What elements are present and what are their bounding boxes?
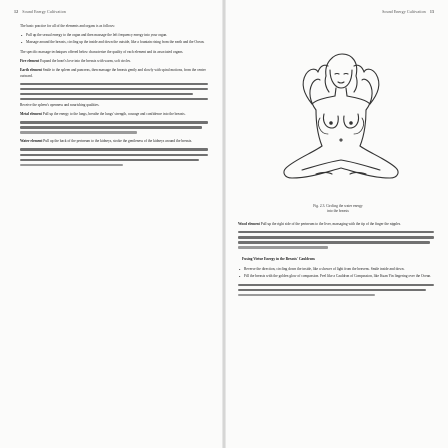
- wood-element-text: Pull up the right side of the perineum to the liver, massaging with the tip of the finger the nipples.: [260, 222, 402, 226]
- text-line: [20, 131, 137, 133]
- massage-note: The specific massage techniques offered below characterize the quality of each element and its associated organs.: [20, 50, 184, 55]
- text-line: [20, 83, 208, 85]
- figure-caption: [258, 204, 418, 214]
- fire-element-text: Expand the heart's love into the breasts with warm, soft circles.: [40, 59, 131, 64]
- water-element-title: Water element: [20, 139, 43, 144]
- right-page-number: 13: [429, 9, 434, 14]
- caption-line-2: into the breasts: [327, 208, 349, 213]
- water-element-text: Pull up the back of the perineum to the kidneys, stroke the gentleness of the kidneys around the breasts.: [43, 139, 193, 144]
- text-line: [20, 164, 123, 166]
- left-running-head: Sound Energy Cultivation: [22, 9, 66, 14]
- fusing-steps: [238, 267, 434, 279]
- text-line: [20, 121, 208, 123]
- practice-step-1: • Pull up the sexual energy to the organ and then massage the left frequency energy into your organ.: [20, 33, 208, 38]
- text-line: [20, 98, 208, 100]
- text-line: [238, 289, 426, 291]
- book-gutter: [222, 0, 226, 448]
- face-outline: [330, 70, 352, 88]
- hair-outline: [325, 76, 329, 92]
- text-line: [20, 126, 202, 128]
- text-line: [238, 284, 434, 286]
- earth-element-text: Smile to the spleen and pancreas, then massage the breasts gently and slowly with spiral motions, from the center outward.: [20, 68, 206, 78]
- text-line: [20, 159, 199, 161]
- right-running-head: Sound Energy Cultivation: [382, 9, 426, 14]
- text-line: [238, 294, 375, 296]
- meditating-woman-illustration: [266, 44, 416, 194]
- left-running-header: [11, 9, 66, 14]
- caption-line-1: Fig. 2.3. Circling the water energy: [313, 204, 363, 208]
- left-page-number: 12: [14, 9, 19, 14]
- water-element-block: [20, 139, 208, 144]
- spleen-text: Receive the spleen's openness and nourishing qualities.: [20, 102, 100, 107]
- fusing-step-1: • Reverse the direction, circling down the inside, like a shower of light from the heavens. Smile inside and down.: [238, 267, 434, 272]
- practice-step-2: • Massage around the breasts, circling up the inside and down the outside, like a fountain rising from the earth and the Ocean.: [20, 40, 208, 45]
- fire-element-block: [20, 59, 208, 64]
- text-line: [238, 231, 434, 233]
- earth-element-block: [20, 68, 208, 78]
- metal-element-block: [20, 112, 208, 117]
- metal-element-text: Pull up the energy to the lungs, breathe the lungs' strength, courage and confidence into the breasts.: [42, 112, 186, 117]
- intro-paragraph: The basic practice for all of the elements and organs is as follows:: [20, 24, 115, 28]
- earth-element-title: Earth element: [20, 68, 42, 73]
- text-line: [20, 148, 208, 150]
- right-body-text: [238, 222, 434, 299]
- text-line: [238, 241, 430, 243]
- text-line: [20, 88, 208, 90]
- right-running-header: [382, 9, 437, 14]
- basic-practice-steps: [20, 33, 208, 45]
- metal-element-title: Metal element: [20, 112, 42, 117]
- text-line: [238, 246, 328, 248]
- figure-drawing: [266, 44, 416, 194]
- wood-element-block: [238, 222, 434, 227]
- fusing-step-2: • Fill the breasts with the golden glow of compassion. Feel like a Cauldron of Compassion, like Kuan Yin lingering over the Ocean.: [238, 274, 434, 279]
- fire-element-title: Fire element: [20, 59, 40, 64]
- text-line: [238, 236, 434, 238]
- wood-element-title: Wood element: [238, 222, 260, 226]
- text-line: [20, 154, 208, 156]
- right-page: [224, 0, 448, 448]
- left-body-text: [20, 24, 208, 169]
- fusing-virtue-title: Fusing Virtue Energy in the Breasts' Cauldrons: [242, 257, 315, 262]
- text-line: [20, 93, 193, 95]
